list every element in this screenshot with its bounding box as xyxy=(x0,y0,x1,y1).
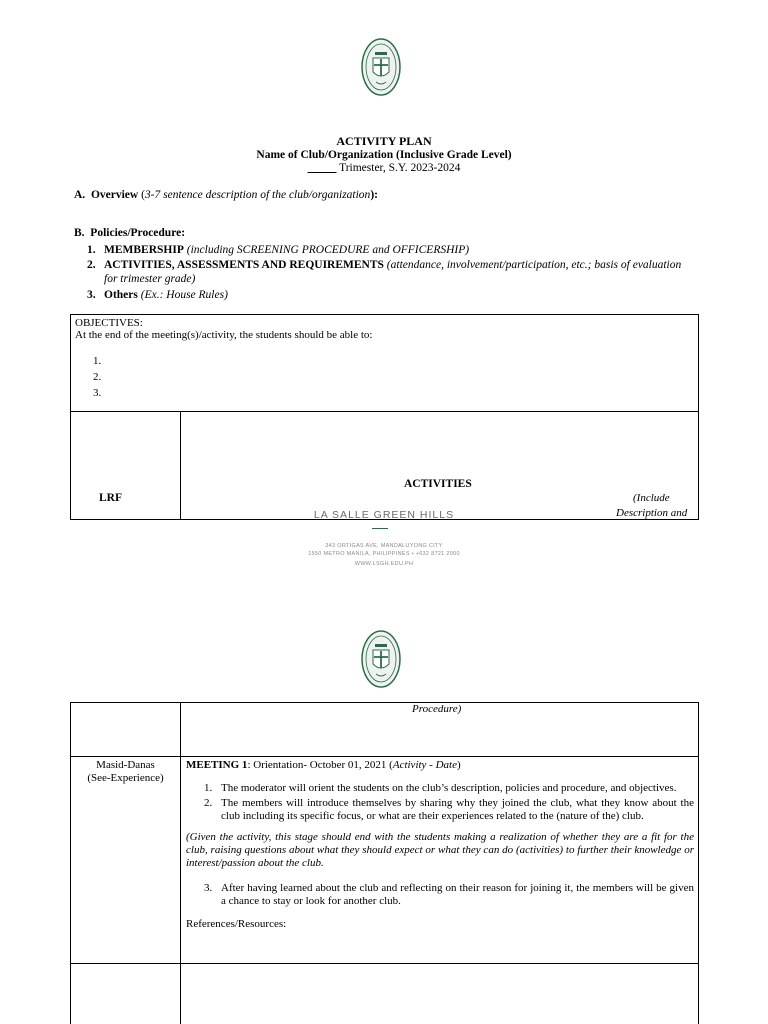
policy-label: ACTIVITIES, ASSESSMENTS AND REQUIREMENTS xyxy=(104,259,384,271)
column-divider xyxy=(180,703,181,756)
step-list xyxy=(186,882,694,908)
overview-hint: 3-7 sentence description of the club/organization xyxy=(144,189,371,201)
overview-letter: A. xyxy=(74,189,86,201)
policy-label: MEMBERSHIP xyxy=(104,244,184,256)
footer-school-name: LA SALLE GREEN HILLS xyxy=(313,509,455,521)
objectives-box xyxy=(70,314,699,412)
step-number: 2. xyxy=(204,797,213,809)
term-text: Trimester, S.Y. 2023-2024 xyxy=(336,162,461,174)
policy-item-activities xyxy=(87,258,697,286)
references-label: References/Resources: xyxy=(186,918,287,930)
term-blank: _____ xyxy=(307,162,337,174)
policy-hint: (including SCREENING PROCEDURE and OFFICERSHIP) xyxy=(186,244,470,256)
step-list xyxy=(186,782,694,823)
column-divider xyxy=(180,757,181,963)
activities-header-row xyxy=(70,411,699,520)
include-note-line1: (Include xyxy=(633,492,670,504)
school-seal-icon xyxy=(360,36,402,98)
meeting-title: : Orientation- October 01, 2021 ( xyxy=(247,759,393,771)
activities-header: ACTIVITIES xyxy=(404,478,472,490)
objectives-heading: OBJECTIVES: xyxy=(75,317,143,329)
procedure-note: Procedure) xyxy=(412,703,462,715)
policy-hint: (attendance, involvement/participation, etc.; basis of evaluation xyxy=(386,259,682,271)
policy-number: 1. xyxy=(87,244,96,256)
overview-paren-close: ): xyxy=(370,189,378,201)
step-text: The members will introduce themselves by sharing why they joined the club, what they know about the club including its specific focus, or what are their experiences related to the (nature of the) club. xyxy=(221,797,694,822)
objective-item: 2. xyxy=(93,371,102,383)
list-item xyxy=(186,782,694,795)
footer-address-line1: 343 ORTIGAS AVE, MANDALUYONG CITY xyxy=(325,543,443,549)
objective-item: 3. xyxy=(93,387,102,399)
policy-number: 2. xyxy=(87,259,96,271)
stage-name: Masid-Danas xyxy=(96,759,155,771)
policy-hint: (Ex.: House Rules) xyxy=(140,289,228,301)
overview-label: Overview xyxy=(90,189,139,201)
page-title: ACTIVITY PLAN xyxy=(336,134,432,148)
policy-number: 3. xyxy=(87,289,96,301)
table-row xyxy=(70,963,699,1024)
column-divider xyxy=(180,964,181,1024)
stage-note: (Given the activity, this stage should end with the students making a realization of whether they are a fit for the club, raising questions about what they should expect or what they can do (activities) to further their knowledge or interest/passion about the club. xyxy=(186,831,694,869)
objective-item: 1. xyxy=(93,355,102,367)
club-name-heading: Name of Club/Organization (Inclusive Grade Level) xyxy=(256,149,512,161)
include-note-line2: Description and xyxy=(616,507,688,519)
meeting-hint: Activity - Date xyxy=(392,759,457,771)
step-text: After having learned about the club and reflecting on their reason for joining it, the members will be given a chance to stay or look for another club. xyxy=(221,882,694,907)
stage-translation: (See-Experience) xyxy=(87,772,164,784)
footer-website: WWW.LSGH.EDU.PH xyxy=(354,561,414,567)
policy-item-membership xyxy=(87,243,697,257)
policies-label: Policies/Procedure: xyxy=(90,227,186,239)
table-row xyxy=(70,756,699,964)
step-number: 1. xyxy=(204,782,213,794)
step-text: The moderator will orient the students on the club’s description, policies and procedure, and objectives. xyxy=(221,782,677,794)
policies-section-heading xyxy=(74,227,185,239)
policy-label: Others xyxy=(104,289,138,301)
step-number: 3. xyxy=(204,882,213,894)
term-line xyxy=(0,162,768,174)
footer-rule xyxy=(372,528,388,529)
objectives-lead: At the end of the meeting(s)/activity, the students should be able to: xyxy=(75,329,373,341)
policy-item-others xyxy=(87,288,697,302)
meeting-close: ) xyxy=(456,759,461,771)
school-seal-icon xyxy=(360,628,402,690)
stage-cell xyxy=(71,759,180,785)
meeting-heading xyxy=(186,759,694,772)
overview-paren-open: ( xyxy=(138,189,145,201)
list-item xyxy=(186,882,694,908)
list-item xyxy=(186,797,694,823)
lrf-header: LRF xyxy=(99,492,122,504)
table-row xyxy=(70,702,699,757)
objectives-list xyxy=(75,355,694,403)
activity-cell xyxy=(186,759,694,931)
column-divider xyxy=(180,412,181,519)
policy-hint-continued: for trimester grade) xyxy=(104,273,196,285)
activity-table xyxy=(70,702,699,1024)
overview-section xyxy=(74,189,378,201)
meeting-number: MEETING 1 xyxy=(186,759,248,771)
policies-letter: B. xyxy=(74,227,85,239)
footer-address-line2: 1550 METRO MANILA, PHILIPPINES • +632 8721 2000 xyxy=(308,551,460,557)
